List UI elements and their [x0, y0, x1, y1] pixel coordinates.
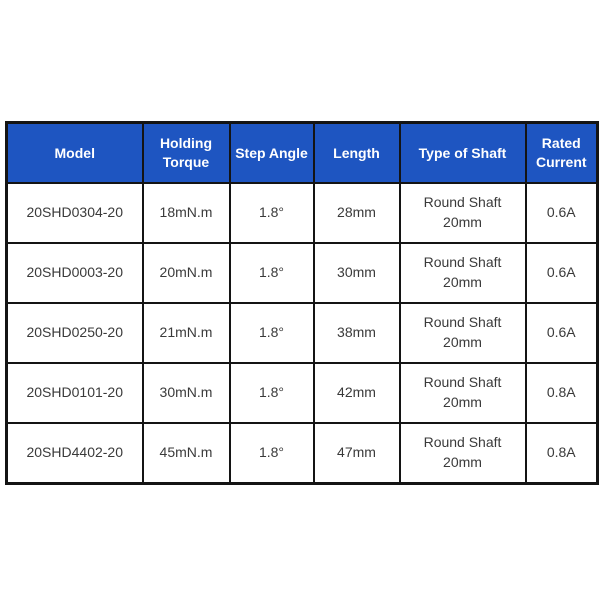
motor-spec-table	[5, 121, 599, 485]
cell-holding-torque: 30mN.m	[143, 363, 230, 423]
cell-rated-current: 0.8A	[526, 363, 598, 423]
header-type-of-shaft: Type of Shaft	[400, 123, 526, 184]
cell-length: 30mm	[314, 243, 400, 303]
shaft-line-1: Round Shaft	[423, 194, 502, 211]
cell-type-of-shaft	[400, 363, 526, 423]
cell-type-of-shaft	[400, 183, 526, 243]
shaft-line-2: 20mm	[443, 274, 482, 290]
cell-rated-current: 0.6A	[526, 183, 598, 243]
cell-type-of-shaft	[400, 303, 526, 363]
shaft-line-2: 20mm	[443, 334, 482, 350]
cell-step-angle: 1.8°	[230, 243, 314, 303]
cell-type-of-shaft	[400, 423, 526, 484]
cell-rated-current: 0.6A	[526, 243, 598, 303]
cell-holding-torque: 21mN.m	[143, 303, 230, 363]
cell-step-angle: 1.8°	[230, 423, 314, 484]
table-row	[7, 243, 598, 303]
table-row	[7, 423, 598, 484]
table-row	[7, 363, 598, 423]
cell-step-angle: 1.8°	[230, 183, 314, 243]
shaft-line-2: 20mm	[443, 214, 482, 230]
shaft-line-1: Round Shaft	[423, 374, 502, 391]
header-length: Length	[314, 123, 400, 184]
table-header-row	[7, 123, 598, 184]
cell-step-angle: 1.8°	[230, 303, 314, 363]
cell-length: 38mm	[314, 303, 400, 363]
cell-step-angle: 1.8°	[230, 363, 314, 423]
shaft-line-2: 20mm	[443, 454, 482, 470]
shaft-line-1: Round Shaft	[423, 434, 502, 451]
table-row	[7, 303, 598, 363]
shaft-line-2: 20mm	[443, 394, 482, 410]
cell-holding-torque: 45mN.m	[143, 423, 230, 484]
header-model: Model	[7, 123, 143, 184]
cell-model: 20SHD4402-20	[7, 423, 143, 484]
cell-length: 28mm	[314, 183, 400, 243]
cell-length: 42mm	[314, 363, 400, 423]
cell-model: 20SHD0250-20	[7, 303, 143, 363]
cell-type-of-shaft	[400, 243, 526, 303]
header-holding-torque: Holding Torque	[143, 123, 230, 184]
cell-model: 20SHD0304-20	[7, 183, 143, 243]
shaft-line-1: Round Shaft	[423, 314, 502, 331]
cell-length: 47mm	[314, 423, 400, 484]
table-row	[7, 183, 598, 243]
cell-rated-current: 0.8A	[526, 423, 598, 484]
header-step-angle: Step Angle	[230, 123, 314, 184]
header-rated-current: Rated Current	[526, 123, 598, 184]
cell-model: 20SHD0101-20	[7, 363, 143, 423]
cell-rated-current: 0.6A	[526, 303, 598, 363]
cell-holding-torque: 18mN.m	[143, 183, 230, 243]
shaft-line-1: Round Shaft	[423, 254, 502, 271]
cell-holding-torque: 20mN.m	[143, 243, 230, 303]
cell-model: 20SHD0003-20	[7, 243, 143, 303]
